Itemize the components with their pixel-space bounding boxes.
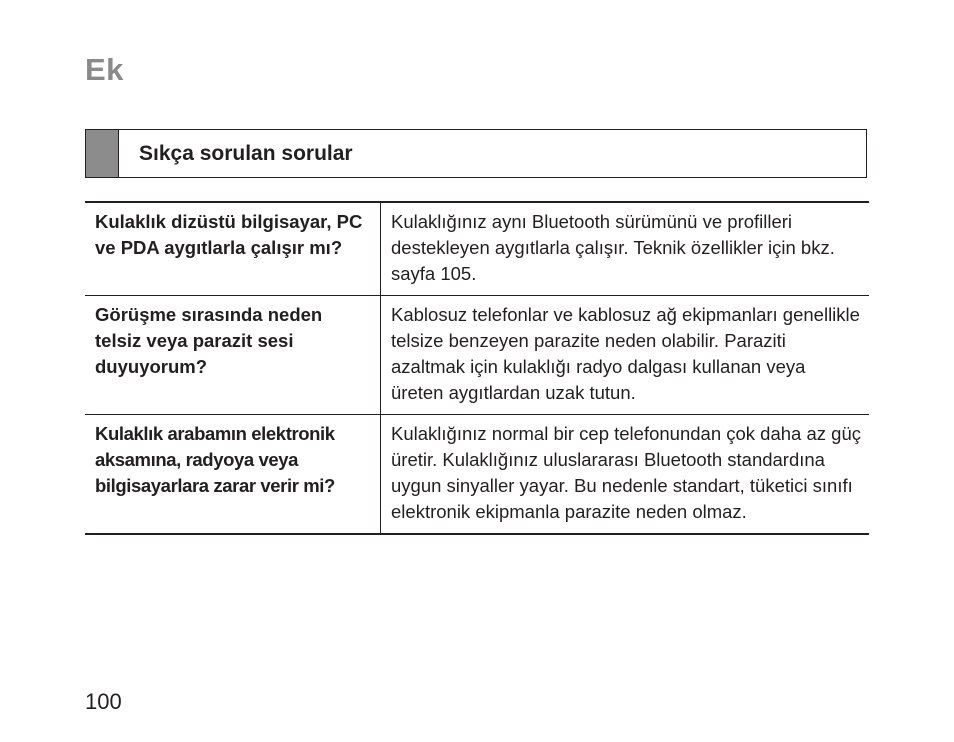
faq-table [85, 201, 869, 535]
page-number: 100 [85, 689, 122, 714]
section-marker-bar [86, 130, 119, 177]
section-title: Sıkça sorulan sorular [139, 141, 353, 165]
faq-question: Görüşme sırasında neden telsiz veya parazit sesi duyuyorum? [85, 296, 381, 415]
faq-answer: Kablosuz telefonlar ve kablosuz ağ ekipmanları genellikle telsize benzeyen parazite neden olabilir. Paraziti azaltmak için kulaklığı radyo dalgası kullanan veya üreten aygıtlardan uzak tutun. [391, 304, 860, 403]
faq-row [85, 202, 869, 296]
faq-answer: Kulaklığınız aynı Bluetooth sürümünü ve profilleri destekleyen aygıtlarla çalışır. Teknik özellikler için bkz. sayfa 105. [391, 211, 835, 284]
section-header [85, 129, 867, 178]
faq-row [85, 296, 869, 415]
faq-question: Kulaklık arabamın elektronik aksamına, radyoya veya bilgisayarlara zarar verir mi? [85, 415, 381, 535]
chapter-title: Ek [85, 52, 124, 87]
faq-answer: Kulaklığınız normal bir cep telefonundan çok daha az güç üretir. Kulaklığınız uluslararası Bluetooth standardına uygun sinyaller yayar. Bu nedenle standart, tüketici sınıfı elektronik ekipmanla parazite neden olmaz. [391, 423, 861, 522]
faq-question: Kulaklık dizüstü bilgisayar, PC ve PDA aygıtlarla çalışır mı? [85, 202, 381, 296]
faq-row [85, 415, 869, 535]
